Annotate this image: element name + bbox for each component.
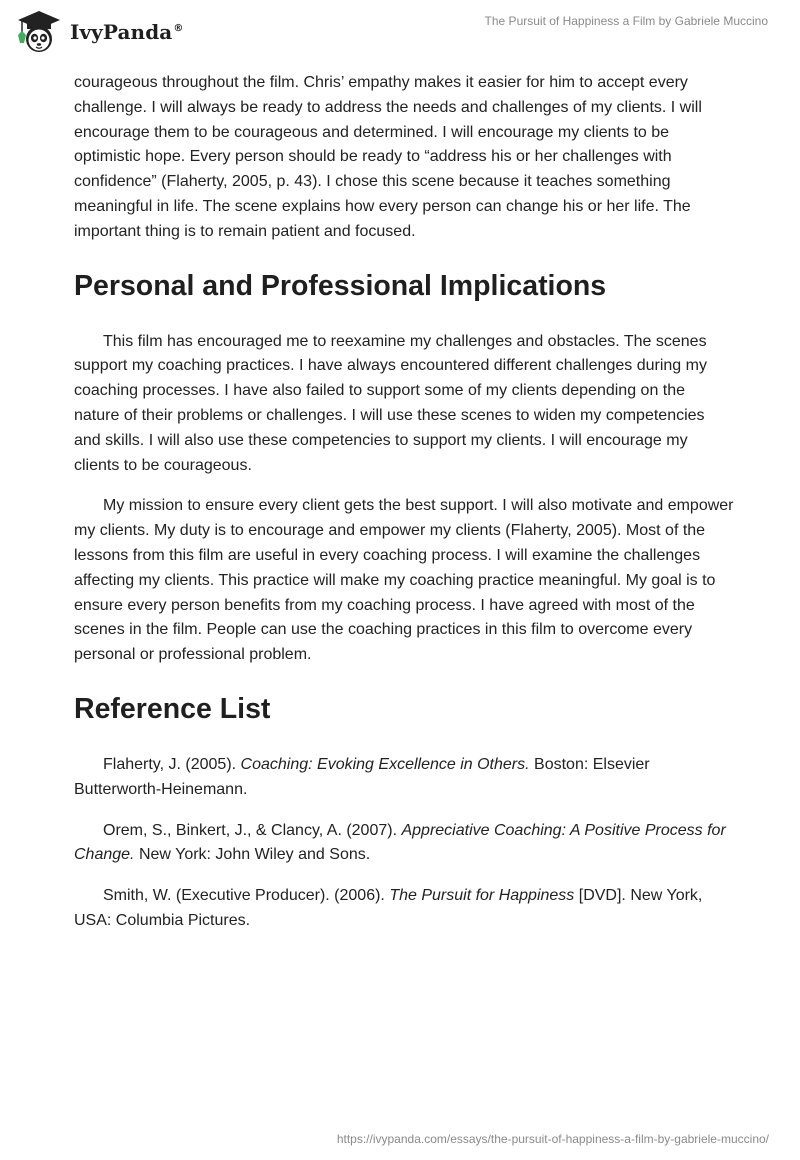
source-url-link[interactable]: https://ivypanda.com/essays/the-pursuit-of-happiness-a-film-by-gabriele-muccino/ — [336, 1132, 769, 1146]
logo-text: IvyPanda® — [70, 20, 184, 44]
ivypanda-logo[interactable] — [16, 9, 183, 55]
essay-content — [74, 71, 734, 934]
implications-heading: Personal and Professional Implications — [74, 269, 607, 302]
reference-publisher: [DVD]. New York, USA: Columbia Pictures. — [74, 887, 703, 929]
implications-paragraph-2: My mission to ensure every client gets the best support. I will also motivate and empower my clients. My duty is to encourage and empower my clients (Flaherty, 2005). Most of the lessons from this film are useful in every coaching process. I will examine the challenges affecting my clients. This practice will make my coaching practice meaningful. My goal is to ensure every person benefits from my coaching process. I have agreed with most of the scenes in the film. People can use the coaching practices in this film to overcome every personal or professional problem. — [74, 497, 734, 664]
page-header — [0, 0, 800, 64]
reference-entry — [74, 884, 734, 934]
reference-title: Appreciative Coaching: A Positive Process for Change. — [74, 821, 726, 864]
reference-list-heading: Reference List — [74, 692, 271, 725]
reference-entry — [74, 753, 734, 803]
reference-title: The Pursuit for Happiness — [389, 887, 575, 905]
intro-paragraph: courageous throughout the film. Chris’ empathy makes it easier for him to accept every challenge. I will always be ready to address the needs and challenges of my clients. I will encourage them to be courageous and determined. I will encourage my clients to be optimistic hope. Every person should be ready to “address his or her challenges with confidence” (Flaherty, 2005, p. 43). I chose this scene because it teaches something meaningful in life. The scene explains how every person can change his or her life. The important thing is to remain patient and focused. — [74, 74, 702, 240]
reference-entry — [74, 819, 734, 869]
reference-publisher: Boston: Elsevier Butterworth-Heinemann. — [74, 755, 650, 798]
reference-authors: Orem, S., Binkert, J., & Clancy, A. (2007). — [103, 821, 402, 839]
reference-title: Coaching: Evoking Excellence in Others. — [240, 755, 530, 773]
reference-authors: Flaherty, J. (2005). — [103, 755, 241, 773]
implications-paragraph-1: This film has encouraged me to reexamine my challenges and obstacles. The scenes support my coaching practices. I have always encountered different challenges during my coaching processes. I have also failed to support some of my clients depending on the nature of their problems or challenges. I will use these scenes to widen my competencies and skills. I will also use these competencies to support my clients. I will encourage my clients to be courageous. — [74, 332, 707, 474]
registered-mark: ® — [173, 23, 184, 35]
reference-authors: Smith, W. (Executive Producer). (2006). — [103, 887, 390, 905]
reference-publisher: New York: John Wiley and Sons. — [134, 846, 371, 864]
document-title: The Pursuit of Happiness a Film by Gabriele Muccino — [484, 14, 768, 28]
panda-graduation-cap-icon — [16, 9, 62, 55]
